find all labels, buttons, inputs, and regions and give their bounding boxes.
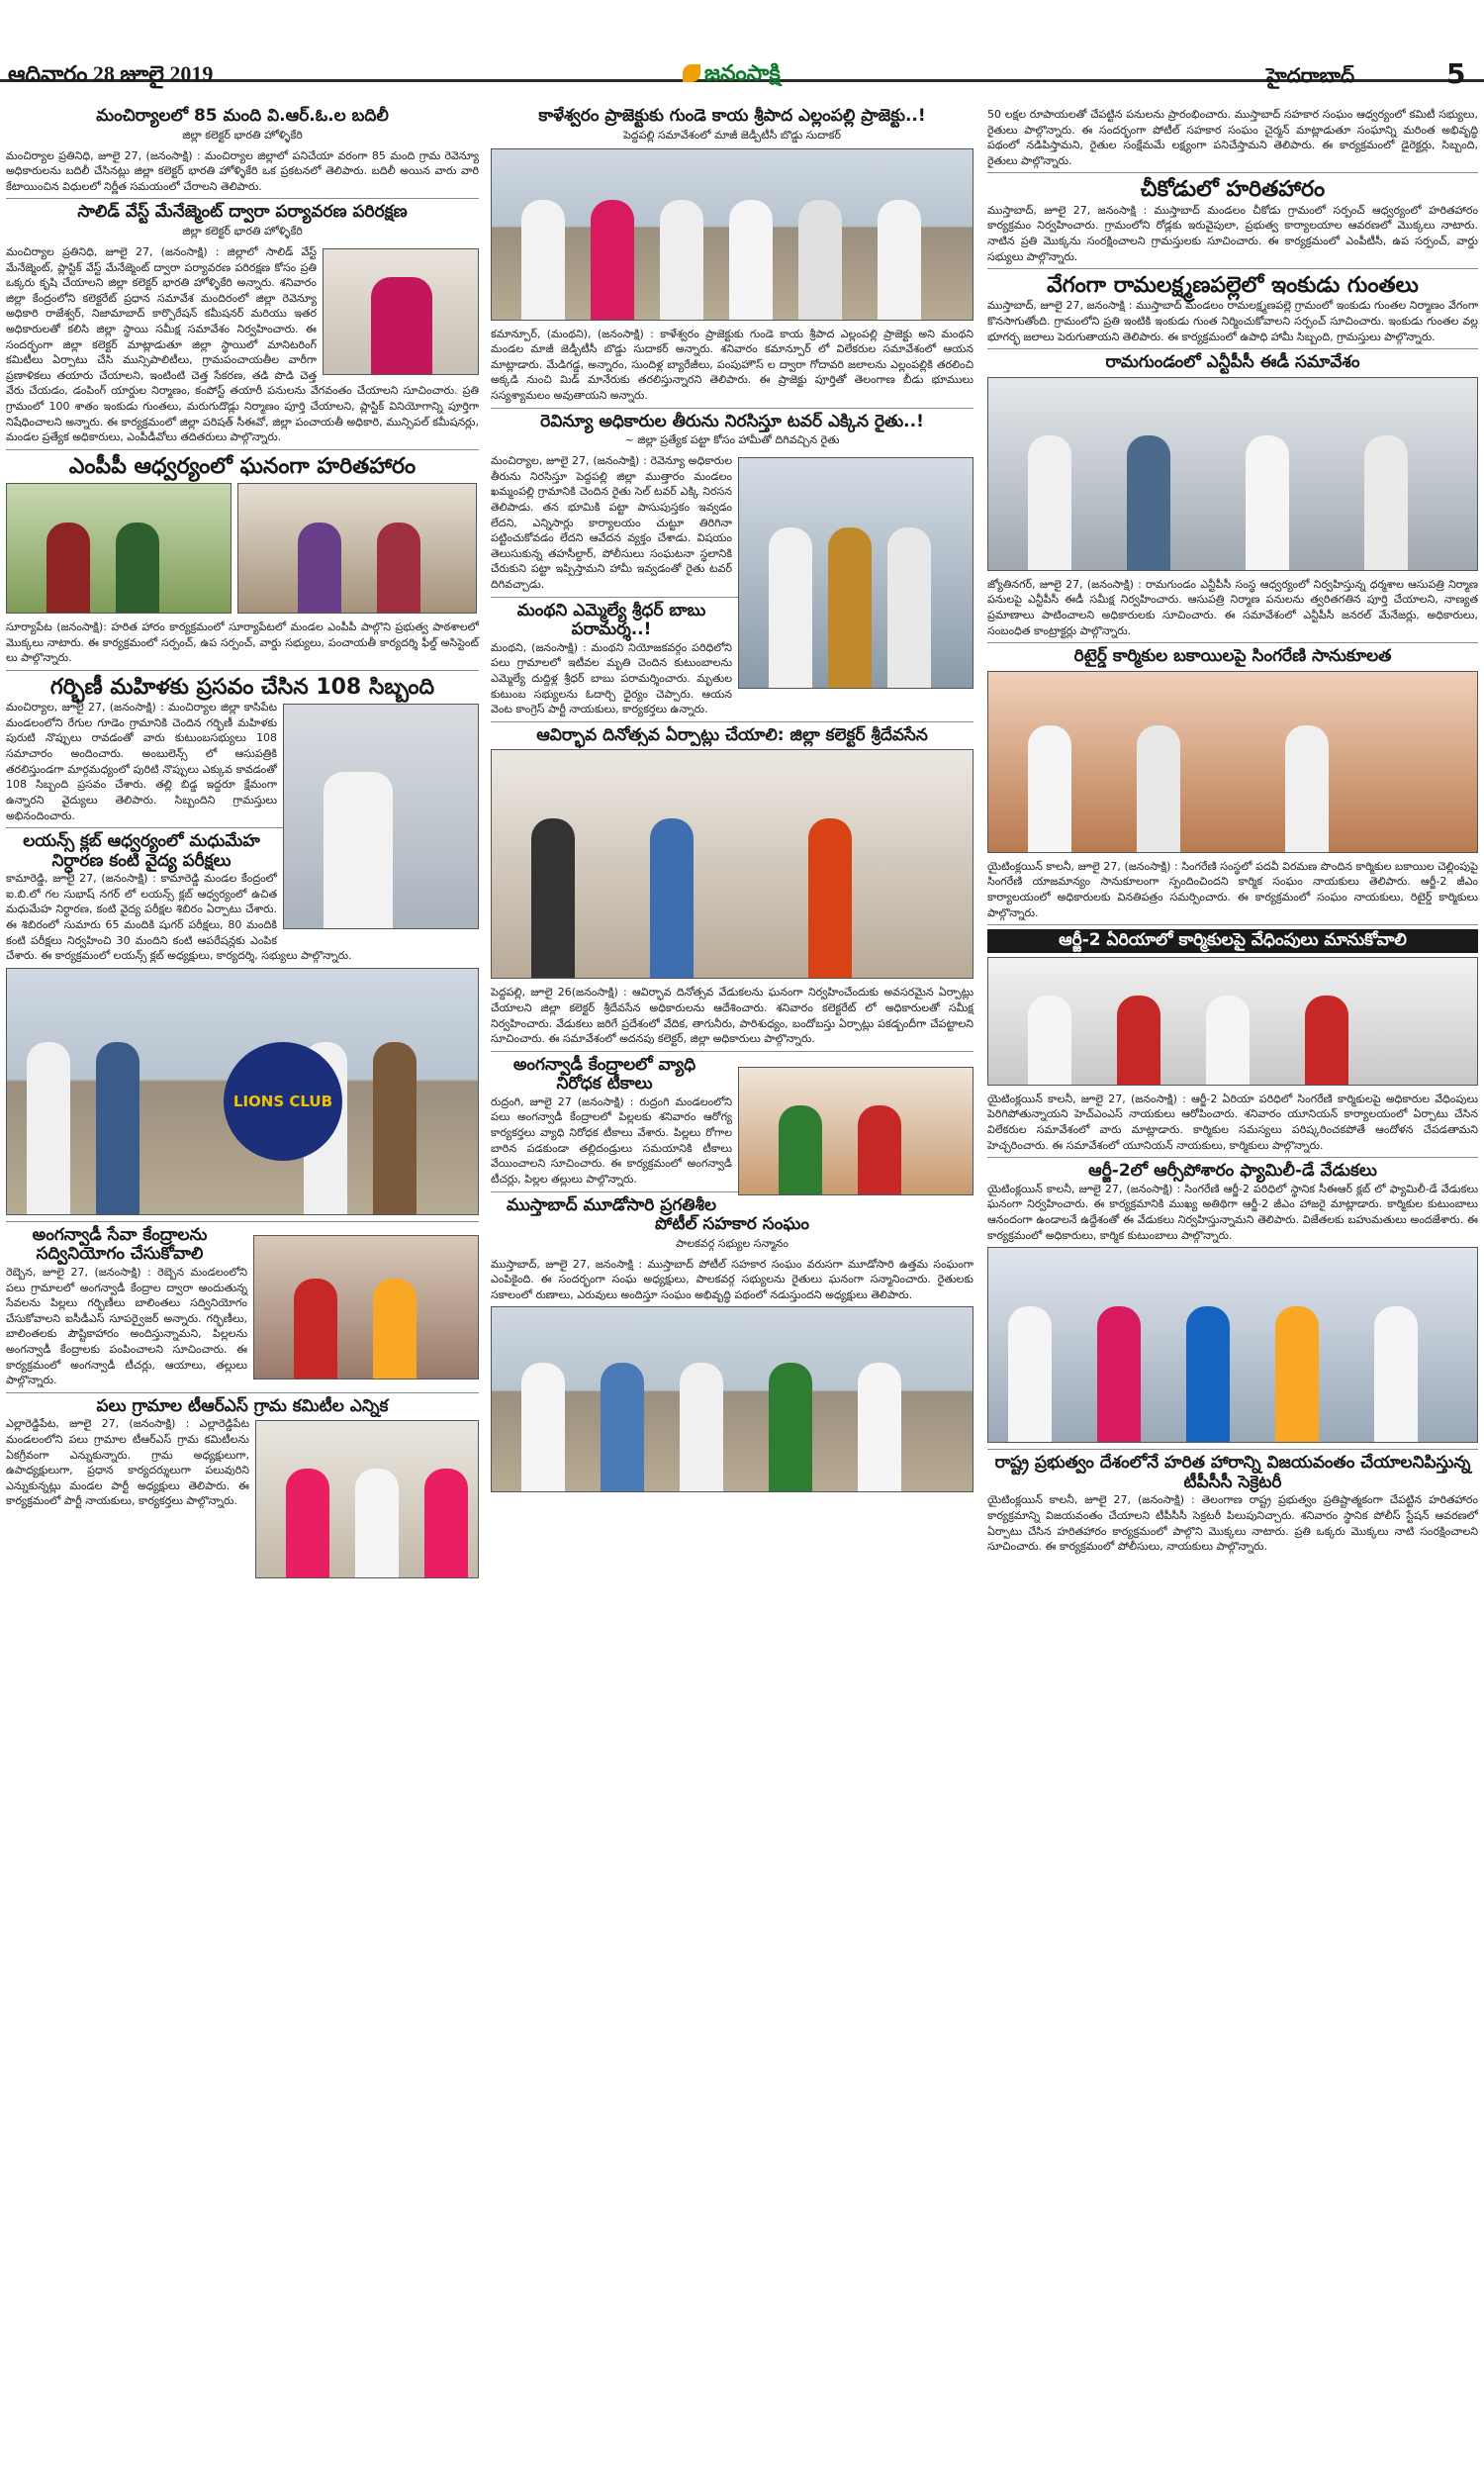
article-body: మంచిర్యాల, జూలై 27, (జనంసాక్షి) : రెవెన్యూ అధికారుల తీరును నిరసిస్తూ పెద్దపల్లి జిల్లా ముత్తారం మండలం ఖమ్మంపల్లి గ్రామానికి చెందిన రైతు సెల్ టవర్ ఎక్కి నిరసన తెలిపాడు. తన భూమికి పట్టా పాసుపుస్తకం ఇవ్వడం లేదని, ఎన్నిసార్లు కార్యాలయం చుట్టూ తిరిగినా పట్టించుకోవడం లేదని ఆవేదన వ్యక్తం చేశాడు. విషయం తెలుసుకున్న తహసీల్దార్, పోలీసులు సంఘటనా స్థలానికి చేరుకుని పట్టా ఇప్పిస్తామని హామీ ఇవ్వడంతో రైతు టవర్ దిగివచ్చాడు. [491, 454, 732, 592]
article-headline: గర్భిణీ మహిళకు ప్రసవం చేసిన 108 సిబ్బంది [49, 674, 435, 700]
person-figure [1117, 996, 1160, 1085]
article-headline: మంథని ఎమ్మెల్యే శ్రీధర్ బాబు పరామర్శ..! [516, 600, 706, 640]
article-body: మంచిర్యాల ప్రతినిధి, జూలై 27, (జనంసాక్షి) : మంచిర్యాల జిల్లాలో పనిచేయా వరంగా 85 మంది గ్రామ రెవెన్యూ అధికారులను బదిలీ చేసినట్లు జిల్లా కలెక్టర్ భారతి హోళ్ళికేరి ఒక ప్రకటనలో తెలిపారు. బదిలీ అయిన వారు వారి కేటాయించిన విధులలో నిర్ణీత సమయంలో చేరాలని తెలిపారు. [6, 148, 479, 193]
divider [6, 1392, 479, 1393]
person-figure [591, 200, 634, 319]
leaf-icon [683, 64, 700, 82]
memorandum-photo [987, 671, 1478, 853]
page-number: 5 [1446, 57, 1466, 90]
article-body: కమాన్పూర్, (మంథని), (జనంసాక్షి) : కాళేశ్వరం ప్రాజెక్టుకు గుండె కాయ శ్రీపాద ఎల్లంపల్లి ప్రాజెక్టు అని మంథని మండల మాజీ జెడ్పీటీసీ బొడ్డు సుదాకర్ అన్నారు. శనివారం కమాన్పూర్ లో విలేకరుల సమావేశంలో ఆయన మాట్లాడారు. మేడిగడ్డ, అన్నారం, సుందిళ్ల బ్యారేజీలు, పంపుహౌస్ ల ద్వారా గోదావరి జలాలను ఎల్లంపల్లికి తరలించి అక్కడి నుంచి మిడ్ మానేరుకు తరలిస్తున్నారని తెలిపారు. ఈ ప్రాజెక్టు పూర్తితో తెలంగాణ బీడు భూములు సస్యశ్యామలం అవుతాయని అన్నారు. [491, 327, 974, 402]
person-figure [1028, 996, 1071, 1085]
school-photo [237, 483, 477, 614]
person-figure [298, 523, 341, 613]
article-body: జ్యోతినగర్, జూలై 27, (జనంసాక్షి) : రామగుండం ఎన్టీపీసీ సంస్థ ఆధ్వర్యంలో నిర్వహిస్తున్న ధర్మశాల ఆసుపత్రి నిర్మాణ పనులపై ఎన్టీపీసీ ఈడీ సమీక్ష నిర్వహించారు. ఆసుపత్రి నిర్మాణ పనులను త్వరితగతిన పూర్తి చేయాలని, నాణ్యత ప్రమాణాలు పాటించాలని అధికారులకు సూచించారు. ఈ సమావేశంలో ఎన్టీపీసీ జనరల్ మేనేజర్లు, అధికారులు, సంబంధిత కాంట్రాక్టర్లు పాల్గొన్నారు. [987, 577, 1478, 637]
person-figure [1008, 1306, 1052, 1442]
article-body: రెబ్బెన, జూలై 27, (జనంసాక్షి) : రెబ్బెన మండలంలోని పలు గ్రామాలలో అంగన్వాడీ కేంద్రాల ద్వారా అందుతున్న సేవలను పిల్లలు గర్భిణీలు బాలింతలు సద్వినియోగం చేసుకోవాలని ఐసీడీఎస్ సూపర్వైజర్ అన్నారు. గర్భిణీలు, బాలింతలకు పౌష్టికాహారం అందిస్తున్నామని, పిల్లలను అంగన్వాడీ కేంద్రాలకు పంపించాలని సూచించారు. ఈ కార్యక్రమంలో అంగన్వాడీ టీచర్లు, ఆయాలు, తల్లులు పాల్గొన్నారు. [6, 1265, 247, 1387]
person-figure [116, 523, 159, 613]
article-body: పెద్దపల్లి, జూలై 26(జనంసాక్షి) : ఆవిర్భావ దినోత్సవ వేడుకలను ఘనంగా నిర్వహించేందుకు అవసరమైన ఏర్పాట్లు చేయాలని జిల్లా కలెక్టర్ శ్రీదేవసేన అధికారులను ఆదేశించారు. శనివారం కలెక్టరేట్ లో అధికారులతో సమీక్ష నిర్వహించారు. వేడుకలు జరిగే ప్రదేశంలో వేదిక, తాగునీరు, పారిశుధ్యం, బందోబస్తు ఏర్పాట్లు పకడ్బందీగా చేపట్టాలని సూచించారు. ఈ సమావేశంలో అదనపు కలెక్టర్, జిల్లా అధికారులు పాల్గొన్నారు. [491, 986, 974, 1046]
article-body: ముస్తాబాద్, జూలై 27, జనంసాక్షి : ముస్తాబాద్ పోటీల్ సహకార సంఘం వరుసగా మూడోసారి ఉత్తమ సంఘంగా ఎంపికైంది. ఈ సందర్భంగా సంఘ అధ్యక్షులు, పాలకవర్గ సభ్యులను రైతులు ఘనంగా సన్మానించారు. రైతులకు సకాలంలో రుణాలు, ఎరువులు అందిస్తూ సంఘం అభివృద్ధి పథంలో నడుస్తుందని అధ్యక్షులు తెలిపారు. [491, 1257, 974, 1301]
person-figure [878, 200, 921, 319]
article-headline: ఆవిర్భావ దినోత్సవ ఏర్పాట్లు చేయాలి: జిల్లా కలెక్టర్ శ్రీదేవసేన [536, 724, 928, 745]
article-subhead: పాలకవర్గ సభ్యుల సన్మానం [676, 1236, 788, 1250]
person-figure [373, 1042, 417, 1214]
person-figure [27, 1042, 70, 1214]
anganwadi-photo [253, 1235, 479, 1380]
person-figure [887, 527, 931, 688]
person-figure [46, 523, 90, 613]
article-body: యైటింక్లయిన్ కాలనీ, జూలై 27, (జనంసాక్షి) : సింగరేణి ఆర్జీ-2 పరిధిలో స్థానిక సీఈఆర్ క్లబ్ లో ఫ్యామిలీ-డే వేడుకలు ఘనంగా నిర్వహించారు. ఈ కార్యక్రమానికి ముఖ్య అతిథిగా ఆర్జీ-2 జీఎం హాజరై మాట్లాడారు. కార్మికుల కుటుంబాలు ఆనందంగా ఉండాలనే ఉద్దేశంతో ఈ వేడుకలు నిర్వహిస్తున్నామని తెలిపారు. విజేతలకు బహుమతులు అందజేశారు. ఈ కార్యక్రమంలో అధికారులు, కార్మిక కుటుంబాలు పాల్గొన్నారు. [987, 1182, 1478, 1242]
person-figure [531, 818, 575, 978]
article-headline: సాలిడ్ వేస్ట్ మేనేజ్మెంట్ ద్వారా పర్యావరణ పరిరక్షణ [77, 202, 408, 223]
divider [987, 172, 1478, 173]
person-figure [521, 1363, 565, 1491]
article-headline: ముస్తాబాద్ మూడోసారి ప్రగతిశీల పోటీల్ సహకార సంఘం [506, 1194, 809, 1235]
ntpc-meeting-photo [987, 377, 1478, 571]
person-figure [729, 200, 773, 319]
article-body: రుద్రంగి, జూలై 27 (జనంసాక్షి) : రుద్రంగి మండలంలోని పలు అంగన్వాడీ కేంద్రాలలో పిల్లలకు శనివారం ఆరోగ్య కార్యకర్తలు వ్యాధి నిరోధక టీకాలు వేశారు. పిల్లలు రోగాల బారిన పడకుండా తల్లిదండ్రులు సమయానికి టీకాలు వేయించాలని సూచించారు. ఈ కార్యక్రమంలో అంగన్వాడీ టీచర్లు, పిల్లల తల్లులు పాల్గొన్నారు. [491, 1095, 732, 1186]
article-subhead: పెద్దపల్లి సమావేశంలో మాజీ జెడ్పీటీసీ బొడ్డు సుదాకర్ [622, 128, 842, 142]
person-figure [858, 1363, 901, 1491]
protest-photo [738, 457, 974, 689]
article-body: ముస్తాబాద్, జూలై 27, జనంసాక్షి : ముస్తాబాద్ మండలం చీకోడు గ్రామంలో సర్పంచ్ ఆధ్వర్యంలో హరితహారం కార్యక్రమం నిర్వహించారు. గ్రామంలోని రోడ్లకు ఇరువైపులా, ప్రభుత్వ కార్యాలయాల ఆవరణలో మొక్కలు నాటారు. నాటిన ప్రతి మొక్కను సంరక్షించాలని గ్రామస్తులకు సూచించారు. ఈ కార్యక్రమంలో ఎంపీటీసీ, ఉప సర్పంచ్, వార్డు సభ్యులు పాల్గొన్నారు. [987, 203, 1478, 263]
article-body: యైటింక్లయిన్ కాలనీ, జూలై 27, (జనంసాక్షి) : ఆర్జీ-2 ఏరియా పరిధిలో సింగరేణి కార్మికులపై అధికారుల వేధింపులు పెరిగిపోతున్నాయని హెచ్ఎంఎస్ నాయకులు ఆరోపించారు. శనివారం యూనియన్ కార్యాలయంలో ఏర్పాటు చేసిన విలేకరుల సమావేశంలో వారు మాట్లాడారు. కార్మికుల సమస్యలు పరిష్కరించకపోతే ఆందోళన చేపడతామని హెచ్చరించారు. ఈ సమావేశంలో యూనియన్ నాయకులు, కార్మికులు పాల్గొన్నారు. [987, 1092, 1478, 1152]
felicitation-photo [491, 1306, 974, 1492]
person-figure [371, 277, 432, 374]
article-headline: వేగంగా రామలక్ష్మణపల్లెలో ఇంకుడు గుంతలు [1047, 273, 1419, 299]
divider [987, 1157, 1478, 1158]
person-figure [779, 1105, 822, 1194]
article-headline: ఆర్జీ-2లో ఆర్సీపోశారం ఫ్యామిలీ-డే వేడుకలు [1088, 1161, 1377, 1182]
union-meeting-photo [987, 957, 1478, 1086]
article-headline: రెవిన్యూ అధికారుల తీరును నిరసిస్తూ టవర్ ఎక్కిన రైతు..! [540, 411, 924, 431]
article-body: మంచిర్యాల ప్రతినిధి, జూలై 27, (జనంసాక్షి) : జిల్లాలో సాలిడ్ వేస్ట్ మేనేజ్మెంట్, ప్లాస్టిక్ వేస్ట్ మేనేజ్మెంట్ ద్వారా పర్యావరణ పరిరక్షణ కోసం ప్రతి ఒక్కరు కృషి చేయాలని జిల్లా కలెక్టర్ భారతి హోళ్ళికేరి అన్నారు. శనివారం జిల్లా కేంద్రంలోని కలెక్టరేట్ ప్రధాన సమావేశ మందిరంలో జిల్లా రెవెన్యూ అధికారి రాజేశ్వర్, నిజామాబాద్ కార్పొరేషన్ కమీషనర్ మరియు ఇతర అధికారులతో కలిసి జిల్లా స్థాయి సమీక్ష సమావేశం నిర్వహించారు. ఈ సందర్భంగా జిల్లా కలెక్టర్ మాట్లాడుతూ జిల్లా స్థాయిలో మానిటరింగ్ కమిటీలు ఏర్పాటు చేసి మున్సిపాలిటీలు, గ్రామపంచాయతీల వారీగా ప్రణాళికలు తయారు చేయాలని, ఇంటింటి చెత్త సేకరణ, తడి పొడి చెత్త వేరు చేయడం, డంపింగ్ యార్డుల నిర్మాణం, కంపోస్ట్ తయారీ పనులను వేగవంతం చేయాలని సూచించారు. ప్రతి గ్రామంలో 100 శాతం ఇంకుడు గుంతలు, మరుగుదొడ్లు నిర్మాణం పూర్తి చేయాలని, ప్లాస్టిక్ వినియోగాన్ని పూర్తిగా నిషేధించాలని అన్నారు. ఈ కార్యక్రమంలో జిల్లా పరిషత్ సీఈవో, జిల్లా పంచాయతీ అధికారి, మున్సిపల్ కమీషనర్లు, మండల ప్రత్యేక అధికారులు, ఎంపీడీవోలు తదితరులు పాల్గొన్నారు. [6, 244, 479, 444]
divider [6, 198, 479, 199]
newspaper-logo [683, 61, 781, 91]
party-meeting-photo [255, 1420, 479, 1578]
column-left [6, 107, 479, 1584]
divider [6, 670, 479, 671]
collector-photo [323, 248, 479, 375]
logo-text: జనంసాక్షి [704, 61, 781, 86]
article-subhead: జిల్లా కలెక్టర్ భారతి హోళ్ళికేరి [182, 224, 303, 238]
person-figure [1285, 725, 1329, 851]
divider [987, 642, 1478, 643]
person-figure [424, 1469, 468, 1578]
cheque-handover-photo [491, 148, 974, 321]
masthead [0, 0, 1484, 90]
article-headline: చీకోడులో హరితహారం [1140, 177, 1326, 203]
person-figure [858, 1105, 901, 1194]
person-figure [1028, 435, 1071, 570]
person-figure [1186, 1306, 1230, 1442]
divider [987, 924, 1478, 925]
person-figure [1028, 725, 1071, 851]
person-figure [1364, 435, 1408, 570]
person-figure [1137, 725, 1180, 851]
person-figure [294, 1279, 337, 1379]
edition-city: హైదరాబాద్ [1266, 63, 1355, 87]
lions-club-banner: LIONS CLUB [224, 1042, 342, 1161]
person-figure [660, 200, 703, 319]
article-subhead: జిల్లా కలెక్టర్ భారతి హోళ్ళికేరి [182, 128, 303, 142]
person-figure [373, 1279, 417, 1379]
article-body: ఎల్లారెడ్డిపేట, జూలై 27, (జనంసాక్షి) : ఎల్లారెడ్డిపేట మండలంలోని పలు గ్రామాల టీఆర్ఎస్ గ్రామ కమిటీలను ఏకగ్రీవంగా ఎన్నుకున్నారు. గ్రామ అధ్యక్షులుగా, ఉపాధ్యక్షులుగా, ప్రధాన కార్యదర్శులుగా పలువురిని ఎన్నుకున్నట్లు మండల పార్టీ అధ్యక్షులు తెలిపారు. ఈ కార్యక్రమంలో పార్టీ నాయకులు, కార్యకర్తలు పాల్గొన్నారు. [6, 1417, 249, 1508]
person-figure [601, 1363, 644, 1491]
divider [6, 1221, 479, 1222]
person-figure [769, 1363, 812, 1491]
person-figure [1374, 1306, 1418, 1442]
person-figure [96, 1042, 139, 1214]
article-headline: లయన్స్ క్లబ్ ఆధ్వర్యంలో మధుమేహ నిర్ధారణ కంటి వైద్య పరీక్షలు [23, 831, 260, 871]
divider [987, 348, 1478, 349]
person-figure [286, 1469, 329, 1578]
article-headline: అంగన్వాడీ సేవా కేంద్రాలను సద్వినియోగం చేసుకోవాలి [32, 1224, 208, 1265]
article-body: యైటింక్లయిన్ కాలనీ, జూలై 27, (జనంసాక్షి) : తెలంగాణ రాష్ట్ర ప్రభుత్వం ప్రతిష్టాత్మకంగా చేపట్టిన హరితహారం కార్యక్రమాన్ని విజయవంతం చేయాలని టీపీసీసీ సెక్రటరీ పిలుపునిచ్చారు. శనివారం స్థానిక పోలీస్ స్టేషన్ ఆవరణలో ఏర్పాటు చేసిన హరితహారం కార్యక్రమంలో పాల్గొని మొక్కలు నాటారు. ప్రతి ఒక్కరు మొక్కలు నాటి సంరక్షించాలని సూచించారు. ఈ కార్యక్రమంలో పోలీసులు, నాయకులు పాల్గొన్నారు. [987, 1493, 1478, 1554]
person-figure [798, 200, 842, 319]
photo-row [6, 479, 479, 619]
issue-date: ఆదివారం 28 జూలై 2019 [8, 61, 214, 86]
person-figure [355, 1469, 399, 1578]
column-middle [491, 107, 974, 1498]
person-figure [324, 772, 393, 928]
family-day-photo [987, 1247, 1478, 1443]
person-figure [1275, 1306, 1319, 1442]
article-body: సూర్యాపేట (జనంసాక్షి): హరిత హారం కార్యక్రమంలో సూర్యాపేటలో మండల ఎంపీపీ పాల్గొని ప్రభుత్వ పాఠశాలలో మొక్కలు నాటారు. ఈ కార్యక్రమంలో సర్పంచ్, ఉప సర్పంచ్, వార్డు సభ్యులు, పంచాయతీ కార్యదర్శి ఫీల్డ్ అసిస్టెంట్ లు పాల్గొన్నారు. [6, 620, 479, 665]
person-figure [1246, 435, 1289, 570]
article-body: మంచిర్యాల, జూలై 27, (జనంసాక్షి) : మంచిర్యాల జిల్లా కాసిపేట మండలంలోని రేగుల గూడెం గ్రామానికి చెందిన గర్భిణీ మహిళకు పురుటి నొప్పులు రావడంతో వారు కుటుంబసభ్యులు 108 సమాచారం అందించారు. అంబులెన్స్ లో ఆసుపత్రికి తరలిస్తుండగా మార్గమధ్యంలో పురిటి నొప్పులు ఎక్కువ కావడంతో 108 సిబ్బంది ప్రసవం చేశారు. తల్లి బిడ్డ ఇద్దరూ క్షేమంగా ఉన్నారని వైద్యులు తెలిపారు. సిబ్బందిని గ్రామస్తులు అభినందించారు. [6, 701, 277, 822]
column-right [987, 107, 1478, 1559]
vaccination-photo [738, 1067, 974, 1195]
divider [491, 721, 974, 722]
plantation-photo [6, 483, 232, 614]
article-headline: కాళేశ్వరం ప్రాజెక్టుకు గుండె కాయ శ్రీపాద ఎల్లంపల్లి ప్రాజెక్టు..! [538, 106, 926, 126]
person-figure [377, 523, 420, 613]
collector-meeting-photo [491, 749, 974, 979]
article-body: 50 లక్షల రూపాయలతో చేపట్టిన పనులను ప్రారంభించారు. ముస్తాబాద్ సహకార సంఘం ఆధ్వర్యంలో కమిటీ సభ్యులు, రైతులు పాల్గొన్నారు. ఈ సందర్భంగా పోటీల్ సహకార సంఘం చైర్మన్ మాట్లాడుతూ సంఘాన్ని మరింత అభివృద్ధి పథంలో నడిపిస్తామని, రైతుల సంక్షేమమే లక్ష్యంగా పనిచేస్తామని తెలిపారు. ఈ కార్యక్రమంలో డైరెక్టర్లు, సిబ్బంది, రైతులు పాల్గొన్నారు. [987, 108, 1478, 167]
lions-club-photo [6, 968, 479, 1215]
article-headline: ఎంపీపీ ఆధ్వర్యంలో ఘనంగా హరితహారం [68, 453, 417, 479]
person-figure [808, 818, 852, 978]
article-subhead: ~ జిల్లా ప్రత్యేక పట్టా కోసం హామీతో దిగివచ్చిన రైతు [624, 433, 840, 447]
person-figure [650, 818, 694, 978]
article-headline: రాష్ట్ర ప్రభుత్వం దేశంలోనే హరిత హారాన్ని విజయవంతం చేయాలనిపిస్తున్న టీపీసీసీ సెక్రెటరీ [994, 1453, 1471, 1492]
article-headline: రిటైర్డ్ కార్మికుల బకాయిలపై సింగరేణి సానుకూలత [1073, 646, 1392, 667]
article-body: యైటింక్లయిన్ కాలనీ, జూలై 27, (జనంసాక్షి) : సింగరేణి సంస్థలో పదవీ విరమణ పొందిన కార్మికుల బకాయిల చెల్లింపుపై సింగరేణి యాజమాన్యం సానుకూలంగా స్పందించిందని కార్మిక సంఘం నాయకులు తెలిపారు. ఆర్జీ-2 జీఎం కార్యాలయంలో అధికారులకు వినతిపత్రం సమర్పించారు. ఈ కార్యక్రమంలో సంఘం నాయకులు, రిటైర్డ్ కార్మికులు పాల్గొన్నారు. [987, 859, 1478, 919]
article-headline: అంగన్వాడీ కేంద్రాలలో వ్యాధి నిరోధక టీకాలు [512, 1054, 696, 1095]
article-headline: రామగుండంలో ఎన్టీపీసీ ఈడీ సమావేశం [1105, 352, 1360, 373]
article-body: మంథని, (జనంసాక్షి) : మంథని నియోజకవర్గం పరిధిలోని పలు గ్రామాలలో ఇటీవల మృతి చెందిన కుటుంబాలను ఎమ్మెల్యే దుద్దిళ్ల శ్రీధర్ బాబు పరామర్శించారు. మృతుల కుటుంబ సభ్యులను ఓదార్చి ధైర్యం చెప్పారు. ఆయన వెంట కాంగ్రెస్ పార్టీ నాయకులు, కార్యకర్తలు ఉన్నారు. [491, 640, 732, 716]
person-figure [1206, 996, 1250, 1085]
person-figure [828, 527, 872, 688]
divider [987, 268, 1478, 269]
person-figure [769, 527, 812, 688]
divider [491, 408, 974, 409]
divider [6, 449, 479, 450]
article-headline: పలు గ్రామాల టీఆర్ఎస్ గ్రామ కమిటీల ఎన్నిక [96, 1395, 389, 1416]
article-headline: మంచిర్యాలలో 85 మంది వి.ఆర్.ఓ.ల బదిలీ [96, 106, 389, 126]
article-body: ముస్తాబాద్, జూలై 27, జనంసాక్షి : ముస్తాబాద్ మండలం రామలక్ష్మణపల్లె గ్రామంలో ఇంకుడు గుంతల నిర్మాణం వేగంగా కొనసాగుతోంది. గ్రామంలోని ప్రతి ఇంటికి ఇంకుడు గుంత నిర్మించుకోవాలని సర్పంచ్ సూచించారు. ఇంకుడు గుంతల వల్ల భూగర్భ జలాలు పెరుగుతాయని తెలిపారు. ఈ కార్యక్రమంలో ఉపాధి హామీ సిబ్బంది, గ్రామస్తులు పాల్గొన్నారు. [987, 299, 1478, 343]
divider [987, 1449, 1478, 1450]
person-figure [1305, 996, 1348, 1085]
article-body: కామారెడ్డి, జూలై 27, (జనంసాక్షి) : కామారెడ్డి మండల కేంద్రంలో ఐ.బి.లో గల సుభాష్ నగర్ లో లయన్స్ క్లబ్ ఆధ్వర్యంలో ఉచిత మధుమేహ నిర్ధారణ, కంటి వైద్య పరీక్షల శిబిరం ఏర్పాటు చేశారు. ఈ శిబిరంలో సుమారు 65 మందికి షుగర్ పరీక్షలు, 80 మందికి కంటి పరీక్షలు నిర్వహించి 30 మందిని కంటి ఆపరేషన్లకు ఎంపిక చేశారు. ఈ కార్యక్రమంలో లయన్స్ క్లబ్ అధ్యక్షులు, కార్యదర్శి, సభ్యులు పాల్గొన్నారు. [6, 872, 352, 963]
person-figure [1127, 435, 1170, 570]
divider [491, 1051, 974, 1052]
person-figure [1097, 1306, 1141, 1442]
person-figure [680, 1363, 723, 1491]
ambulance-photo [283, 704, 479, 929]
article-headline: ఆర్జీ-2 ఏరియాలో కార్మికులపై వేధింపులు మానుకోవాలి [987, 929, 1478, 953]
person-figure [521, 200, 565, 319]
